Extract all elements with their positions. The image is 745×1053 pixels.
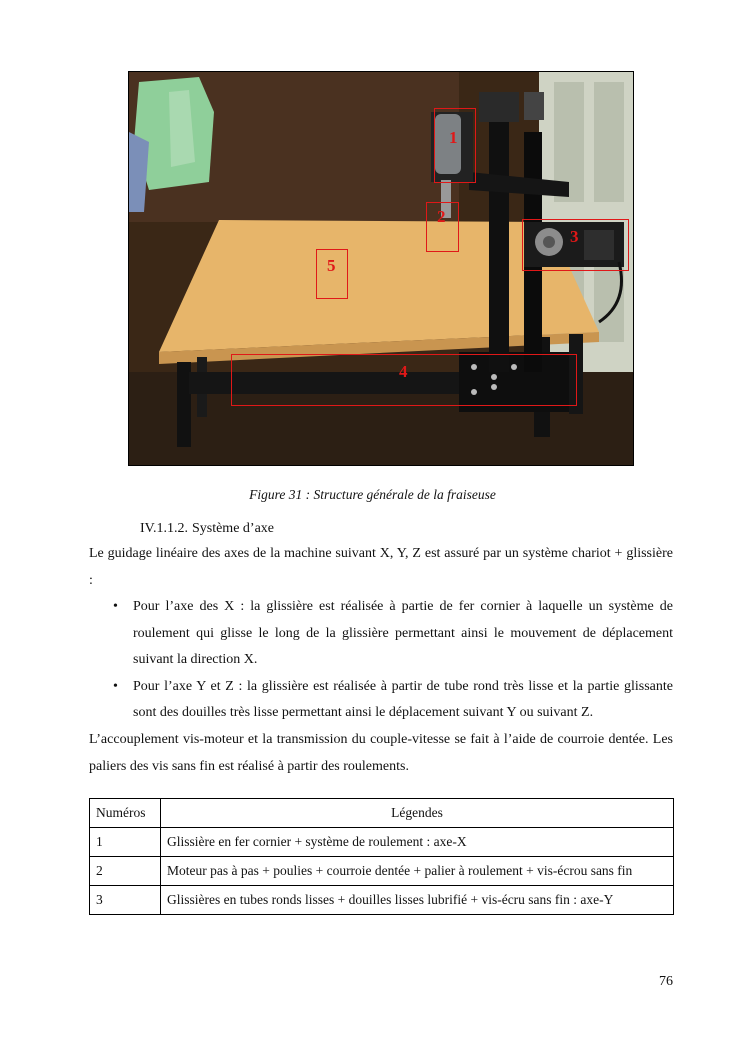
- row-legend: Glissières en tubes ronds lisses + douilles lisses lubrifié + vis-écru sans fin : axe-Y: [161, 886, 674, 915]
- section-number: IV.1.1.2.: [140, 521, 188, 536]
- bullet-text: Pour l’axe des X : la glissière est réalisée à partie de fer cornier à laquelle un système de roulement qui glisse le long de la glissière permettant ainsi le mouvement de déplacement suivant la direction X.: [133, 599, 673, 667]
- row-number: 1: [90, 828, 161, 857]
- legend-table: [89, 798, 674, 915]
- row-legend: Glissière en fer cornier + système de roulement : axe-X: [161, 828, 674, 857]
- intro-paragraph: Le guidage linéaire des axes de la machine suivant X, Y, Z est assuré par un système chariot + glissière :: [89, 546, 673, 588]
- table-row: [90, 828, 674, 857]
- page-number: 76: [659, 974, 673, 989]
- row-number: 3: [90, 886, 161, 915]
- figure-caption: Figure 31 : Structure générale de la fraiseuse: [249, 487, 496, 502]
- table-row: [90, 886, 674, 915]
- table-row: [90, 857, 674, 886]
- section-heading: [140, 521, 274, 537]
- row-number: 2: [90, 857, 161, 886]
- callout-label-2: 2: [437, 207, 446, 226]
- machine-photo: [128, 71, 634, 466]
- bullet-glyph: •: [113, 599, 118, 614]
- row-legend: Moteur pas à pas + poulies + courroie dentée + palier à roulement + vis-écrou sans fin: [161, 857, 674, 886]
- callout-label-1: 1: [449, 128, 458, 147]
- callout-label-5: 5: [327, 256, 336, 275]
- bullet-item: [89, 594, 673, 674]
- bullet-text: Pour l’axe Y et Z : la glissière est réalisée à partir de tube rond très lisse et la partie glissante sont des douilles très lisse permettant ainsi le déplacement suivant Y ou suivant Z.: [133, 678, 673, 720]
- section-title: Système d’axe: [191, 521, 274, 536]
- table-header-row: [90, 799, 674, 828]
- callout-label-4: 4: [399, 362, 408, 381]
- bullet-item: [89, 674, 673, 727]
- callout-label-3: 3: [570, 227, 579, 246]
- bullet-list: [89, 594, 673, 727]
- header-legendes: Légendes: [161, 799, 674, 828]
- bullet-glyph: •: [113, 678, 118, 694]
- closing-paragraph: L’accouplement vis-moteur et la transmission du couple-vitesse se fait à l’aide de courroie dentée. Les paliers des vis sans fin est réalisé à partir des roulements.: [89, 732, 673, 774]
- header-numeros: Numéros: [90, 799, 161, 828]
